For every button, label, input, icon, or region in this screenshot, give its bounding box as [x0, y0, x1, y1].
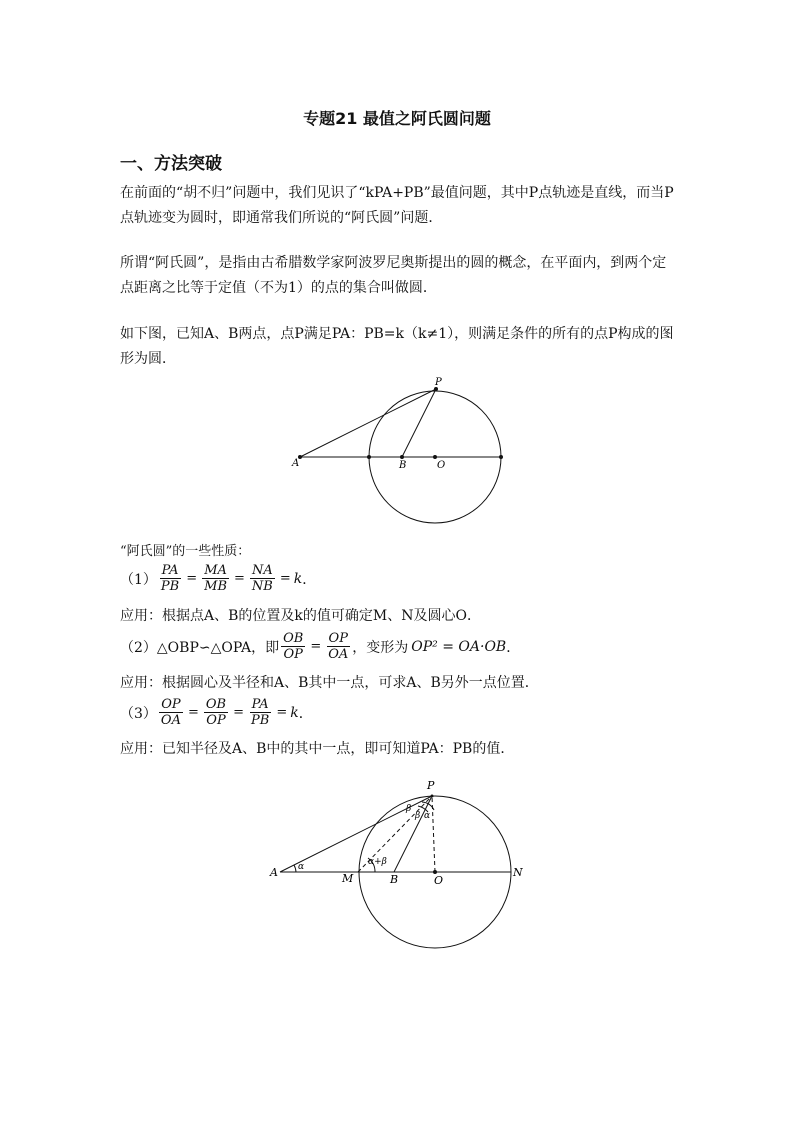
fraction-denominator: OA — [160, 713, 181, 728]
figure-apollonius-angles — [262, 772, 532, 952]
constant-k: k — [290, 704, 299, 721]
segment-pb — [394, 796, 432, 872]
fraction-denominator: MB — [204, 579, 228, 594]
property-2-prefix: （2）△OBP∽△OPA，即 — [120, 639, 280, 656]
equals-sign: = — [186, 571, 198, 586]
section-heading: 一、方法突破 — [120, 154, 222, 174]
fraction-numerator: PA — [251, 697, 269, 712]
fraction-denominator: OA — [328, 647, 349, 662]
paragraph-figure-intro: 如下图，已知A、B两点，点P满足PA：PB=k（k≠1），则满足条件的所有的点P构成的图形为圆． — [120, 326, 674, 367]
label-o: O — [437, 460, 446, 471]
fraction-denominator: OP — [206, 713, 226, 728]
period: ． — [298, 705, 313, 722]
property-1-index: （1） — [120, 571, 157, 588]
label-a: A — [292, 458, 300, 469]
label-o: O — [434, 874, 444, 887]
fraction-denominator: NB — [251, 579, 273, 594]
label-b: B — [399, 460, 407, 471]
property-2-middle: ，变形为 — [352, 639, 409, 656]
properties-title: “阿氏圆”的一些性质： — [120, 544, 251, 559]
label-n: N — [513, 866, 523, 879]
property-3 — [120, 697, 313, 728]
point-n — [499, 455, 503, 459]
period: ． — [302, 571, 317, 588]
angle-arc-a — [294, 865, 296, 872]
fraction-ma-mb — [202, 563, 229, 594]
fraction-ob-op — [204, 697, 228, 728]
property-2 — [120, 631, 520, 662]
fraction-pa-pb — [249, 697, 271, 728]
fraction-numerator: OP — [161, 697, 181, 712]
fraction-numerator: OB — [283, 631, 304, 646]
constant-k: k — [293, 570, 303, 587]
label-a: A — [270, 866, 278, 879]
property-3-index: （3） — [120, 705, 157, 722]
fraction-numerator: MA — [204, 563, 227, 578]
fraction-denominator: PB — [160, 579, 180, 594]
fraction-ob-op — [281, 631, 305, 662]
angle-label-alpha-p: α — [424, 811, 431, 821]
point-m — [367, 455, 371, 459]
equals-sign: = — [310, 639, 322, 654]
equals-sign: = — [187, 705, 199, 720]
application-1: 应用：根据点A、B的位置及k的值可确定M、N及圆心O． — [120, 608, 481, 624]
equals-sign: = — [234, 571, 245, 586]
angle-label-alpha-plus-beta: α+β — [368, 857, 387, 867]
fraction-numerator: OP — [328, 631, 348, 646]
point-o — [433, 455, 437, 459]
property-1 — [120, 563, 316, 594]
label-p: P — [427, 779, 435, 792]
fraction-denominator: PB — [251, 713, 270, 728]
fraction-pa-pb — [159, 563, 181, 594]
period: ． — [506, 639, 521, 656]
paragraph-intro: 在前面的“胡不归”问题中，我们见识了“kPA+PB”最值问题，其中P点轨迹是直线，而当P点轨迹变为圆时，即通常我们所说的“阿氏圆”问题． — [120, 185, 674, 226]
point-b — [400, 455, 404, 459]
angle-label-alpha-a: α — [298, 862, 305, 872]
fraction-na-nb — [250, 563, 275, 594]
fraction-numerator: OB — [205, 697, 227, 712]
equals-sign: = — [279, 571, 291, 586]
angle-label-beta-2: β — [415, 811, 421, 821]
equals-sign: = — [276, 705, 288, 720]
equals-sign: = — [233, 705, 244, 720]
application-2: 应用：根据圆心及半径和A、B其中一点，可求A、B另外一点位置． — [120, 675, 539, 691]
fraction-numerator: NA — [252, 563, 273, 578]
label-b: B — [390, 873, 399, 886]
formula-op-squared: OP² = OA·OB — [411, 638, 507, 655]
fraction-denominator: OP — [283, 647, 303, 662]
segment-pb — [402, 389, 436, 457]
paragraph-definition: 所谓“阿氏圆”，是指由古希腊数学家阿波罗尼奥斯提出的圆的概念，在平面内，到两个定点距离之比等于定值（不为1）的点的集合叫做圆． — [120, 255, 667, 296]
page-title: 专题21 最值之阿氏圆问题 — [303, 109, 491, 128]
angle-label-beta-1: β — [406, 804, 412, 814]
fraction-numerator: PA — [161, 563, 179, 578]
label-p: P — [435, 377, 442, 388]
fraction-op-oa — [159, 697, 183, 728]
label-m: M — [342, 872, 354, 885]
fraction-op-oa — [326, 631, 350, 662]
figure-apollonius-circle — [280, 372, 520, 532]
application-3: 应用：已知半径及A、B中的其中一点，即可知道PA：PB的值． — [120, 741, 515, 757]
point-p — [431, 795, 434, 798]
segment-pa — [300, 389, 436, 457]
